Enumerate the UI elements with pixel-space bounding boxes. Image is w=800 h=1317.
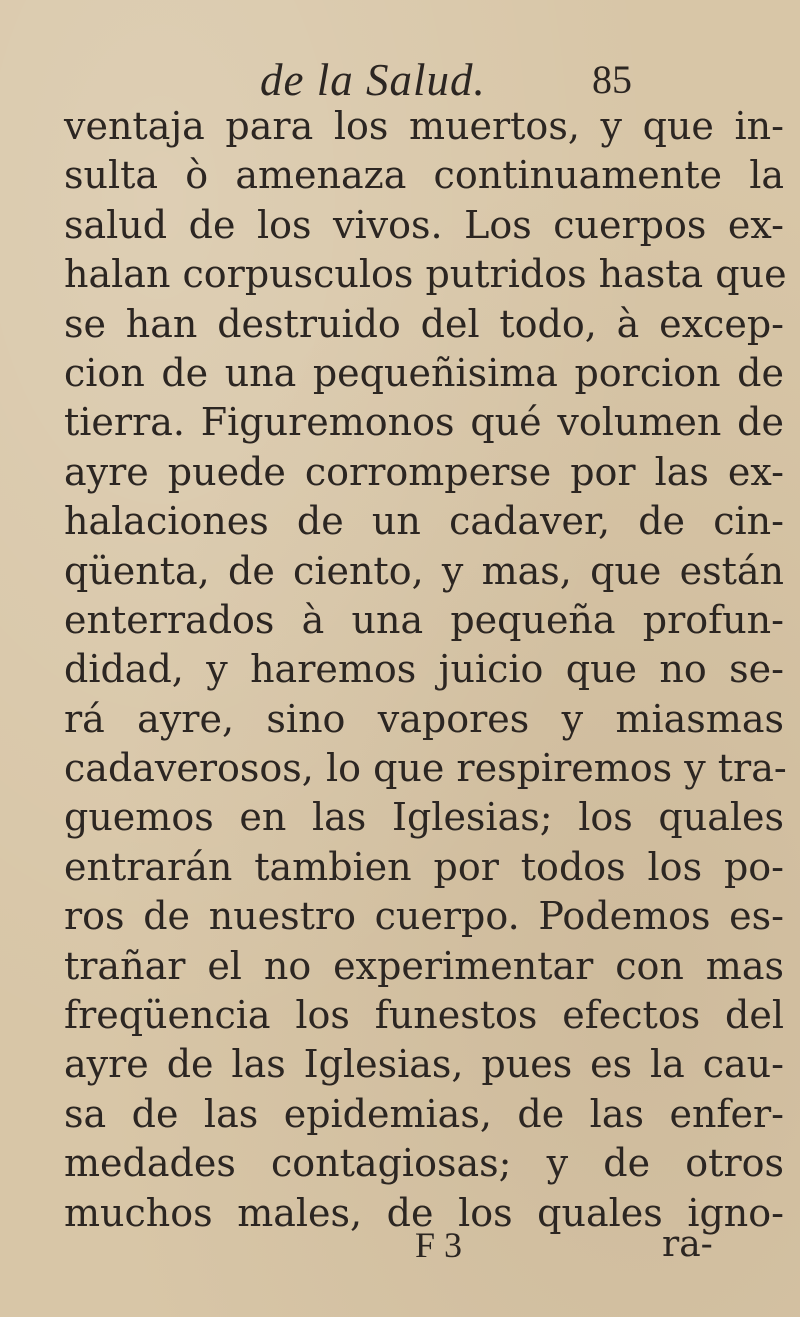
text-line: guemos en las Iglesias; los quales bbox=[64, 795, 784, 840]
text-line: medades contagiosas; y de otros bbox=[64, 1141, 784, 1186]
page-header bbox=[0, 52, 800, 108]
text-line: trañar el no experimentar con mas bbox=[64, 943, 784, 988]
text-line: tierra. Figuremonos qué volumen de bbox=[64, 400, 784, 445]
running-title: de la Salud. bbox=[260, 55, 486, 105]
text-line: ros de nuestro cuerpo. Podemos es- bbox=[64, 894, 784, 939]
text-line: ayre puede corromperse por las ex- bbox=[64, 449, 784, 494]
text-line: qüenta, de ciento, y mas, que están bbox=[64, 548, 784, 593]
text-line: halan corpusculos putridos hasta que bbox=[64, 252, 787, 297]
text-line: rá ayre, sino vapores y miasmas bbox=[64, 696, 784, 741]
text-line: ayre de las Iglesias, pues es la cau- bbox=[64, 1042, 784, 1087]
text-line: se han destruido del todo, à excep- bbox=[64, 301, 784, 346]
page-footer bbox=[0, 1220, 800, 1270]
page-number: 85 bbox=[592, 57, 632, 102]
text-line: muchos males, de los quales igno- bbox=[64, 1190, 784, 1235]
text-line: cion de una pequeñisima porcion de bbox=[64, 350, 784, 395]
text-line: sulta ò amenaza continuamente la bbox=[64, 153, 784, 198]
text-line: salud de los vivos. Los cuerpos ex- bbox=[64, 202, 784, 247]
text-line: halaciones de un cadaver, de cin- bbox=[64, 499, 784, 544]
text-line: cadaverosos, lo que respiremos y tra- bbox=[64, 746, 787, 791]
text-line: ventaja para los muertos, y que in- bbox=[64, 104, 784, 148]
catchword: ra- bbox=[662, 1224, 713, 1265]
signature-mark: F 3 bbox=[415, 1225, 463, 1265]
text-line: enterrados à una pequeña profun- bbox=[64, 597, 784, 642]
text-line: entrarán tambien por todos los po- bbox=[64, 844, 784, 889]
body-text bbox=[64, 102, 787, 1238]
text-line: didad, y haremos juicio que no se- bbox=[64, 647, 784, 692]
text-line: sa de las epidemias, de las enfer- bbox=[64, 1091, 784, 1136]
text-line: freqüencia los funestos efectos del bbox=[64, 993, 784, 1038]
